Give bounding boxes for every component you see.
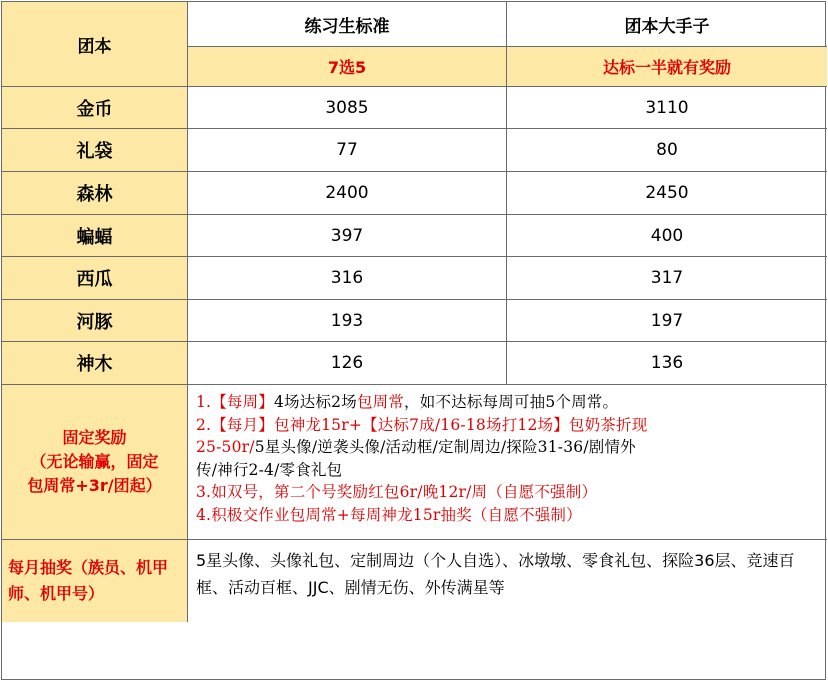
column-subtitle-trainee: 7选5 bbox=[188, 47, 507, 87]
reward-segment: 奖励红包6r/晚12r/周（自愿不强制） bbox=[336, 483, 598, 501]
reward-segment: 2.【每月】 bbox=[196, 415, 274, 434]
row-label: 礼袋 bbox=[2, 129, 188, 172]
column-header-trainee: 练习生标准 bbox=[188, 2, 507, 47]
table-cell: 317 bbox=[507, 257, 827, 300]
table-cell: 126 bbox=[188, 342, 507, 385]
table-cell: 397 bbox=[188, 215, 507, 257]
fixed-reward-label-line: 包周常+3r/团起） bbox=[27, 476, 162, 495]
reward-line bbox=[196, 504, 582, 527]
reward-segment: 包神龙15r+【达标7成/16-18场打12场】包奶茶折现 bbox=[274, 415, 648, 434]
reward-segment: 包周常 bbox=[356, 393, 405, 411]
reward-segment: 4.积极交作业 bbox=[196, 505, 290, 524]
table-cell: 136 bbox=[507, 342, 827, 385]
reward-segment: 传/神行2-4/零食礼包 bbox=[196, 460, 343, 479]
table-cell: 3085 bbox=[188, 87, 507, 129]
reward-line bbox=[196, 459, 342, 482]
fixed-reward-label-line: （无论输赢，固定 bbox=[30, 452, 159, 471]
column-subtitle-expert: 达标一半就有奖励 bbox=[507, 47, 827, 87]
table-cell: 80 bbox=[507, 129, 827, 172]
table-cell: 400 bbox=[507, 215, 827, 257]
fixed-reward-content bbox=[188, 385, 827, 540]
reward-segment: 3.如双号，第二个号 bbox=[196, 483, 337, 501]
reward-segment: 4场达标2场 bbox=[274, 393, 357, 411]
reward-line bbox=[196, 436, 636, 459]
fixed-reward-label bbox=[2, 385, 188, 540]
reward-line bbox=[196, 391, 618, 414]
row-label: 森林 bbox=[2, 172, 188, 215]
reward-line bbox=[196, 481, 597, 504]
monthly-lottery-content: 5星头像、头像礼包、定制周边（个人自选）、冰墩墩、零食礼包、探险36层、竞速百框、活动百框、JJC、剧情无伤、外传满星等 bbox=[196, 551, 795, 597]
table-cell: 316 bbox=[188, 257, 507, 300]
corner-header: 团本 bbox=[2, 2, 188, 87]
reward-segment: 25-50r/ bbox=[196, 438, 255, 456]
reward-line bbox=[196, 414, 647, 437]
row-label: 蝙蝠 bbox=[2, 215, 188, 257]
table-cell: 193 bbox=[188, 300, 507, 342]
row-label: 神木 bbox=[2, 342, 188, 385]
reward-table bbox=[1, 1, 826, 680]
row-label: 金币 bbox=[2, 87, 188, 129]
reward-segment: 包周常+每周神龙15r抽奖（自愿不强制） bbox=[289, 505, 582, 524]
row-label: 河豚 bbox=[2, 300, 188, 342]
column-header-expert: 团本大手子 bbox=[507, 2, 827, 47]
table-cell: 2450 bbox=[507, 172, 827, 215]
reward-segment: 1.【每周】 bbox=[196, 393, 274, 411]
fixed-reward-label-line: 固定奖励 bbox=[62, 428, 127, 447]
table-cell: 2400 bbox=[188, 172, 507, 215]
reward-segment: ，如不达标每周可抽5个周常。 bbox=[404, 393, 619, 411]
row-label: 西瓜 bbox=[2, 257, 188, 300]
table-cell: 3110 bbox=[507, 87, 827, 129]
monthly-lottery-label: 每月抽奖（族员、机甲师、机甲号） bbox=[2, 540, 188, 622]
table-cell: 197 bbox=[507, 300, 827, 342]
table-cell: 77 bbox=[188, 129, 507, 172]
reward-segment: 5星头像/逆袭头像/活动框/定制周边/探险31-36/剧情外 bbox=[254, 438, 636, 456]
